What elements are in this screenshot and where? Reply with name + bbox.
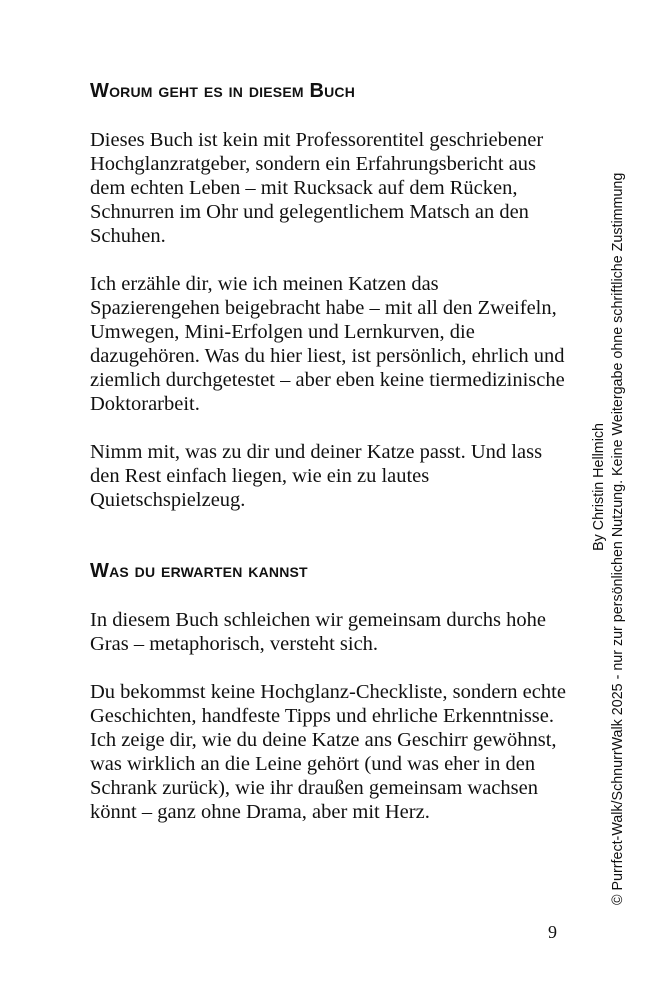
section-heading-2: Was du erwarten kannst [90, 560, 308, 582]
paragraph: In diesem Buch schleichen wir gemeinsam durchs hohe Gras – metaphorisch, versteht sich. [90, 609, 546, 655]
paragraph: Dieses Buch ist kein mit Professorentitel geschriebener Hochglanzratgeber, sondern ein Erfahrungsbericht aus dem echten Leben – mit Rucksack auf dem Rücken, Schnurren im Ohr und gelegentlichem Matsch an den Schuhen. [90, 129, 544, 247]
page-content [90, 78, 570, 824]
paragraph: Ich erzähle dir, wie ich meinen Katzen das Spazierengehen beigebracht habe – mit all den Zweifeln, Umwegen, Mini-Erfolgen und Lernkurven, die dazugehören. Was du hier liest, ist persönlich, ehrlich und ziemlich durchgetestet – aber eben keine tiermedizinische Doktorarbeit. [90, 273, 565, 415]
copyright-side-note [590, 95, 640, 905]
author-credit: By Christin Hellmich [591, 423, 607, 551]
page-number: 9 [548, 922, 557, 942]
paragraph: Du bekommst keine Hochglanz-Checkliste, sondern echte Geschichten, handfeste Tipps und ehrliche Erkenntnisse. [90, 681, 566, 727]
paragraph: Nimm mit, was zu dir und deiner Katze passt. Und lass den Rest einfach liegen, wie ein zu lautes Quietschspielzeug. [90, 441, 543, 511]
section-heading-1: Worum geht es in diesem Buch [90, 80, 356, 102]
copyright-notice: © Purrfect-Walk/SchnurrWalk 2025 - nur zur persönlichen Nutzung. Keine Weitergabe ohne schriftliche Zustimmung [610, 172, 626, 905]
paragraph: Ich zeige dir, wie du deine Katze ans Geschirr gewöhnst, was wirklich an die Leine gehört (und was eher in den Schrank zurück), wie ihr draußen gemeinsam wachsen könnt – ganz ohne Drama, aber mit Herz. [90, 729, 557, 823]
